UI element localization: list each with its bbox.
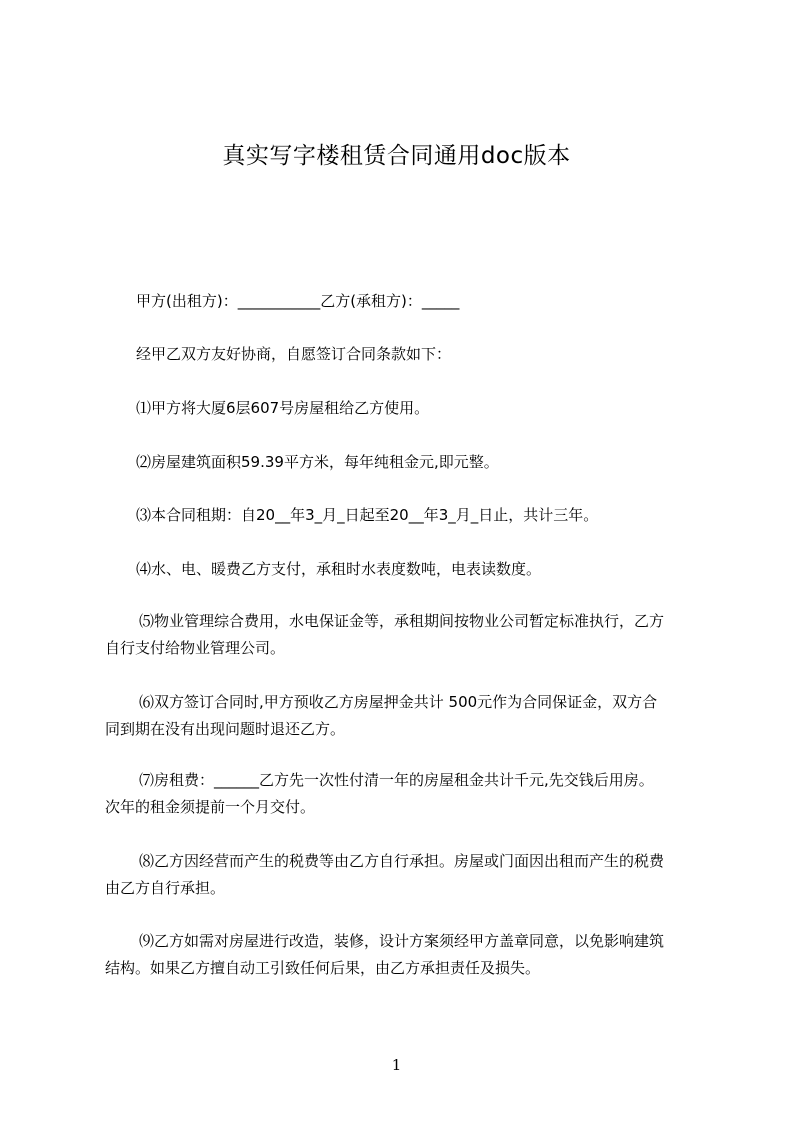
clause-6-line-1: ⑹双方签订合同时,甲方预收乙方房屋押金共计 500元作为合同保证金，双方合 xyxy=(139,693,658,711)
clause-2: ⑵房屋建筑面积59.39平方米，每年纯租金元,即元整。 xyxy=(136,453,499,471)
clause-8-line-1: ⑻乙方因经营而产生的税费等由乙方自行承担。房屋或门面因出租而产生的税费 xyxy=(139,852,665,870)
clause-4: ⑷水、电、暖费乙方支付，承租时水表度数吨，电表读数度。 xyxy=(136,560,542,578)
parties-line: 甲方(出租方)：___________乙方(承租方)：_____ xyxy=(136,292,460,310)
clause-9 xyxy=(105,928,708,982)
clause-5-line-2: 自行支付给物业管理公司。 xyxy=(105,639,286,657)
intro-paragraph: 经甲乙双方友好协商，自愿签订合同条款如下： xyxy=(136,345,452,363)
clause-7 xyxy=(105,767,708,821)
clause-5-line-1: ⑸物业管理综合费用，水电保证金等，承租期间按物业公司暂定标准执行，乙方 xyxy=(139,612,665,630)
clause-8 xyxy=(105,848,708,902)
clause-6-line-2: 同到期在没有出现问题时退还乙方。 xyxy=(105,720,346,738)
clause-9-line-2: 结构。如果乙方擅自动工引致任何后果，由乙方承担责任及损失。 xyxy=(105,959,541,977)
clause-8-line-2: 由乙方自行承担。 xyxy=(105,879,226,897)
page-number: 1 xyxy=(391,1056,402,1074)
clause-7-line-1: ⑺房租费：______乙方先一次性付清一年的房屋租金共计千元,先交钱后用房。 xyxy=(139,771,654,789)
clause-9-line-1: ⑼乙方如需对房屋进行改造，装修，设计方案须经甲方盖章同意，以免影响建筑 xyxy=(139,932,665,950)
clause-5 xyxy=(105,608,708,662)
document-title: 真实写字楼租赁合同通用doc版本 xyxy=(222,143,571,169)
clause-1: ⑴甲方将大厦6层607号房屋租给乙方使用。 xyxy=(136,399,430,417)
clause-7-line-2: 次年的租金须提前一个月交付。 xyxy=(105,798,316,816)
clause-3: ⑶本合同租期：自20__年3_月_日起至20__年3_月_日止，共计三年。 xyxy=(136,506,599,524)
clause-6 xyxy=(105,689,708,743)
